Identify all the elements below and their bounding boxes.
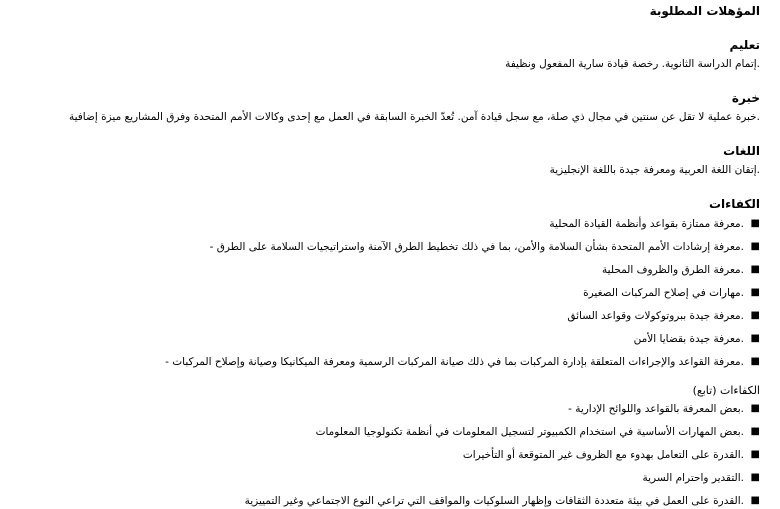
competencies-cont-heading: الكفاءات (تابع)	[692, 384, 760, 397]
languages-section	[26, 144, 760, 180]
list-item	[26, 493, 760, 509]
education-text: .إتمام الدراسة الثانوية. رخصة قيادة سارية المفعول ونظيفة	[505, 58, 760, 70]
education-section	[26, 38, 760, 74]
experience-heading: خبرة	[731, 91, 760, 105]
competencies-cont-section	[26, 384, 760, 509]
competencies-list	[26, 216, 760, 370]
bullet-icon: ■	[750, 356, 760, 367]
list-item	[26, 401, 760, 417]
list-item-text: .التقدير واحترام السرية	[642, 472, 744, 484]
bullet-icon: ■	[750, 472, 760, 483]
list-item-text: .بعض المهارات الأساسية في استخدام الكمبيوتر لتسجيل المعلومات في أنظمة تكنولوجيا المعلومات	[315, 426, 744, 438]
bullet-icon: ■	[750, 218, 760, 229]
competencies-cont-list	[26, 401, 760, 509]
list-item-text: .معرفة إرشادات الأمم المتحدة بشأن السلامة والأمن، بما في ذلك تخطيط الطرق الآمنة واستراتيجيات السلامة على الطرق -	[209, 241, 744, 253]
list-item	[26, 470, 760, 486]
experience-section	[26, 91, 760, 127]
competencies-heading: الكفاءات	[708, 197, 760, 211]
bullet-icon: ■	[750, 495, 760, 506]
bullet-icon: ■	[750, 449, 760, 460]
bullet-icon: ■	[750, 403, 760, 414]
languages-text: .إتقان اللغة العربية ومعرفة جيدة باللغة الإنجليزية	[549, 164, 760, 176]
bullet-icon: ■	[750, 310, 760, 321]
list-item	[26, 239, 760, 255]
list-item	[26, 216, 760, 232]
list-item-text: .معرفة جيدة بقضايا الأمن	[633, 333, 744, 345]
list-item-text: .معرفة القواعد والإجراءات المتعلقة بإدارة المركبات بما في ذلك صيانة المركبات الرسمية ومعرفة الميكانيكا وصيانة وإصلاح المركبات -	[165, 356, 744, 368]
list-item	[26, 354, 760, 370]
bullet-icon: ■	[750, 264, 760, 275]
list-item	[26, 285, 760, 301]
list-item-text: .بعض المعرفة بالقواعد واللوائح الإدارية -	[568, 403, 744, 415]
list-item-text: .القدرة على التعامل بهدوء مع الظروف غير المتوقعة أو التأخيرات	[462, 449, 744, 461]
page-title: المؤهلات المطلوبة	[649, 4, 760, 18]
competencies-section	[26, 197, 760, 370]
languages-heading: اللغات	[723, 144, 760, 158]
education-heading: تعليم	[729, 38, 760, 52]
list-item-text: .معرفة ممتازة بقواعد وأنظمة القيادة المحلية	[549, 218, 744, 230]
bullet-icon: ■	[750, 287, 760, 298]
list-item	[26, 447, 760, 463]
list-item	[26, 331, 760, 347]
bullet-icon: ■	[750, 241, 760, 252]
bullet-icon: ■	[750, 426, 760, 437]
list-item-text: .مهارات في إصلاح المركبات الصغيرة	[583, 287, 744, 299]
list-item-text: .معرفة جيدة ببروتوكولات وقواعد السائق	[567, 310, 744, 322]
list-item-text: .معرفة الطرق والظروف المحلية	[602, 264, 744, 276]
list-item	[26, 262, 760, 278]
experience-text: .خبرة عملية لا تقل عن سنتين في مجال ذي صلة، مع سجل قيادة آمن. تُعدّ الخبرة السابقة في العمل مع إحدى وكالات الأمم المتحدة وفرق المشاريع ميزة إضافية	[68, 111, 760, 123]
list-item-text: .القدرة على العمل في بيئة متعددة الثقافات وإظهار السلوكيات والمواقف التي تراعي النوع الاجتماعي وغير التمييزية	[244, 495, 744, 507]
list-item	[26, 424, 760, 440]
bullet-icon: ■	[750, 333, 760, 344]
list-item	[26, 308, 760, 324]
